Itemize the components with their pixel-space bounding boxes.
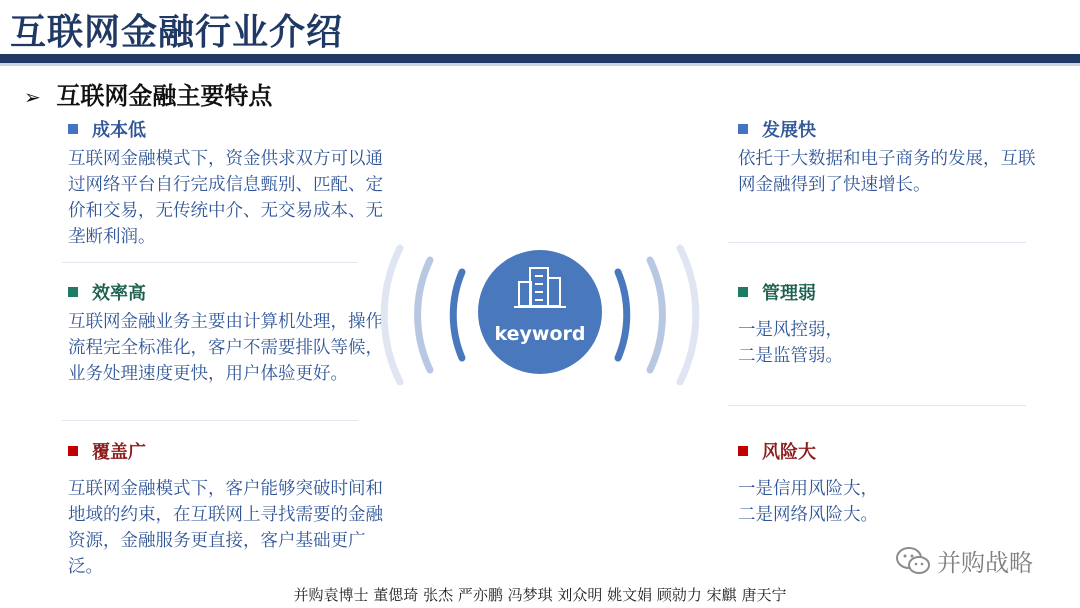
divider <box>728 242 1026 243</box>
divider <box>62 420 358 421</box>
signal-arc-inner-left <box>453 272 462 358</box>
arrow-bullet-icon: ➢ <box>24 85 41 109</box>
feature-title: 风险大 <box>762 442 816 463</box>
feature-title: 管理弱 <box>762 283 816 304</box>
keyword-graphic <box>370 230 710 400</box>
watermark-text: 并购战略 <box>937 549 1033 577</box>
feature-body: 互联网金融模式下，客户能够突破时间和地域的约束，在互联网上寻找需要的金融资源，金融服务更直接，客户基础更广泛。 <box>68 479 383 577</box>
feature-risk <box>738 438 1038 528</box>
square-bullet-icon <box>68 287 78 297</box>
square-bullet-icon <box>68 124 78 134</box>
square-bullet-icon <box>738 446 748 456</box>
signal-arc-middle-right <box>650 260 662 370</box>
feature-title: 覆盖广 <box>92 442 146 463</box>
feature-cost <box>68 116 398 250</box>
feature-line: 一是风控弱， <box>738 320 843 340</box>
feature-efficiency <box>68 279 398 387</box>
feature-line: 二是网络风险大。 <box>738 505 878 525</box>
feature-growth <box>738 116 1038 198</box>
feature-title: 成本低 <box>92 120 146 141</box>
feature-title: 发展快 <box>762 120 816 141</box>
feature-body: 互联网金融模式下，资金供求双方可以通过网络平台自行完成信息甄别、匹配、定价和交易，无传统中介、无交易成本、无垄断利润。 <box>68 149 383 247</box>
feature-body <box>738 476 1038 528</box>
signal-arc-inner-right <box>618 272 627 358</box>
signal-arc-middle-left <box>418 260 430 370</box>
square-bullet-icon <box>738 124 748 134</box>
divider <box>62 262 358 263</box>
watermark <box>895 543 1033 578</box>
divider <box>728 405 1026 406</box>
page-title: 互联网金融行业介绍 <box>10 12 344 53</box>
feature-body: 互联网金融业务主要由计算机处理，操作流程完全标准化，客户不需要排队等候，业务处理速度更快，用户体验更好。 <box>68 312 383 384</box>
title-underline-light <box>0 63 1080 66</box>
footer-credits: 并购袁博士 董偲琦 张杰 严亦鹏 冯梦琪 刘众明 姚文娟 顾勍力 宋麒 唐天宁 <box>293 586 787 604</box>
feature-body: 依托于大数据和电子商务的发展，互联网金融得到了快速增长。 <box>738 149 1036 195</box>
feature-line: 二是监管弱。 <box>738 346 843 366</box>
square-bullet-icon <box>738 287 748 297</box>
square-bullet-icon <box>68 446 78 456</box>
feature-body <box>738 317 1038 369</box>
signal-arc-outer-left <box>384 248 400 382</box>
feature-title: 效率高 <box>92 283 146 304</box>
section-subtitle <box>24 76 272 111</box>
title-underline-dark <box>0 54 1080 63</box>
keyword-label: keyword <box>494 323 586 345</box>
subtitle-text: 互联网金融主要特点 <box>56 82 273 110</box>
wechat-icon <box>895 546 931 576</box>
feature-management <box>738 279 1038 369</box>
feature-coverage <box>68 438 398 580</box>
signal-arc-outer-right <box>680 248 696 382</box>
feature-line: 一是信用风险大， <box>738 479 878 499</box>
